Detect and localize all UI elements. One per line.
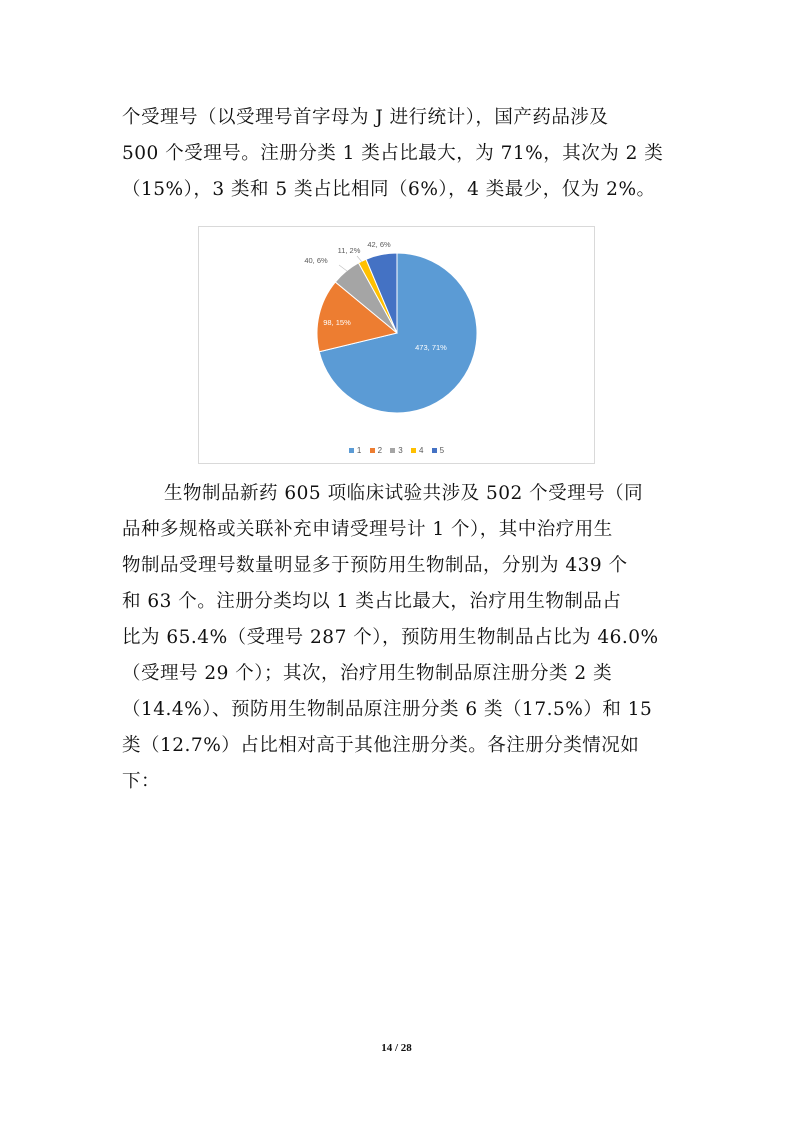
text-line: 比为 65.4%（受理号 287 个），预防用生物制品占比为 46.0% <box>122 627 659 648</box>
text-line: 物制品受理号数量明显多于预防用生物制品，分别为 439 个 <box>122 555 628 576</box>
pie-chart <box>198 226 595 464</box>
text-line: （14.4%）、预防用生物制品原注册分类 6 类（17.5%）和 15 <box>122 699 653 720</box>
text-line: 生物制品新药 605 项临床试验共涉及 502 个受理号（同 <box>164 483 644 504</box>
legend-swatch <box>390 448 395 453</box>
slice-data-label: 98, 15% <box>323 318 351 327</box>
legend-label: 5 <box>439 446 445 455</box>
slice-data-label: 42, 6% <box>367 240 391 249</box>
paragraph-biologics <box>122 476 672 800</box>
legend-item <box>370 446 382 455</box>
legend-swatch <box>411 448 416 453</box>
legend-item <box>349 446 361 455</box>
legend-label: 1 <box>356 446 362 455</box>
text-line: 和 63 个。注册分类均以 1 类占比最大，治疗用生物制品占 <box>122 591 622 612</box>
text-line: 500 个受理号。注册分类 1 类占比最大，为 71%，其次为 2 类 <box>122 143 664 164</box>
legend-label: 3 <box>398 446 403 455</box>
legend-label: 4 <box>418 446 424 455</box>
text-line: 类（12.7%）占比相对高于其他注册分类。各注册分类情况如 <box>122 735 640 756</box>
text-line: 品种多规格或关联补充申请受理号计 1 个），其中治疗用生 <box>122 519 613 540</box>
slice-data-label: 473, 71% <box>415 343 447 352</box>
legend-swatch <box>432 448 437 453</box>
label-leader-line <box>357 256 362 262</box>
legend-item <box>432 446 444 455</box>
legend-swatch <box>349 448 354 453</box>
paragraph-intro <box>122 100 672 208</box>
legend-item <box>390 446 402 455</box>
text-line: 下： <box>122 771 161 792</box>
text-line: 个受理号（以受理号首字母为 J 进行统计），国产药品涉及 <box>122 107 609 128</box>
text-line: （受理号 29 个）；其次，治疗用生物制品原注册分类 2 类 <box>122 663 613 684</box>
page-number: 14 / 28 <box>381 1042 412 1054</box>
legend-item <box>411 446 423 455</box>
chart-legend <box>199 446 594 455</box>
label-leader-line <box>339 265 347 271</box>
legend-swatch <box>370 448 375 453</box>
legend-label: 2 <box>377 446 383 455</box>
pie-chart-svg <box>199 227 596 465</box>
text-line: （15%），3 类和 5 类占比相同（6%），4 类最少，仅为 2%。 <box>122 179 656 200</box>
slice-data-label: 40, 6% <box>304 256 328 265</box>
slice-data-label: 11, 2% <box>337 246 361 255</box>
